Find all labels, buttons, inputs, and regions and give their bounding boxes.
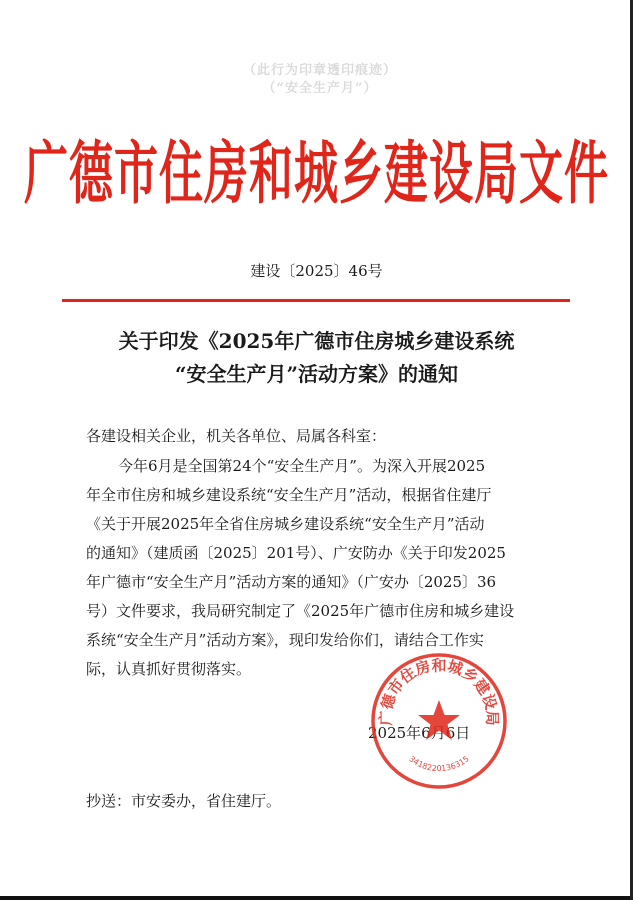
body-line: 际，认真抓好贯彻落实。 (86, 660, 252, 678)
document-masthead: 广德市住房和城乡建设局文件 (24, 135, 609, 215)
ghost-line: （“安全生产月”） (262, 81, 378, 96)
title-line-1: 关于印发《2025年广德市住房城乡建设系统 (118, 329, 515, 353)
body-line: 系统“安全生产月”活动方案》，现印发给你们，请结合工作实 (86, 631, 484, 649)
body-line: 《关于开展2025年全省住房城乡建设系统“安全生产月”活动 (86, 515, 485, 533)
title-line-2: “安全生产月”活动方案》的通知 (174, 362, 458, 386)
body-line: 年全市住房和城乡建设系统“安全生产月”活动，根据省住建厅 (86, 486, 492, 504)
carbon-copy-line: 抄送：市安委办，省住建厅。 (86, 792, 282, 810)
ghost-line: （此行为印章透印痕迹） (242, 63, 397, 78)
document-number: 建设〔2025〕46号 (250, 262, 383, 280)
red-divider-line (62, 299, 570, 302)
body-line: 的通知》（建质函〔2025〕201号）、广安防办《关于印发2025 (86, 544, 506, 562)
bottom-edge (0, 896, 633, 900)
seal-star-icon (418, 700, 460, 740)
official-seal (368, 650, 510, 792)
bleed-through-text (150, 62, 490, 98)
seal-name-text: 广德市住房和城乡建设局 (376, 656, 502, 726)
addressee-line: 各建设相关企业，机关各单位、局属各科室： (86, 427, 387, 445)
seal-code-text: 3418220136315 (407, 754, 471, 774)
body-line: 号）文件要求，我局研究制定了《2025年广德市住房和城乡建设 (86, 602, 515, 620)
document-title (60, 325, 573, 391)
body-line: 今年6月是全国第24个“安全生产月”。为深入开展2025 (118, 457, 486, 475)
body-line: 年广德市“安全生产月”活动方案的通知》（广安办〔2025〕36 (86, 573, 497, 591)
document-date: 2025年6月6日 (368, 724, 471, 742)
